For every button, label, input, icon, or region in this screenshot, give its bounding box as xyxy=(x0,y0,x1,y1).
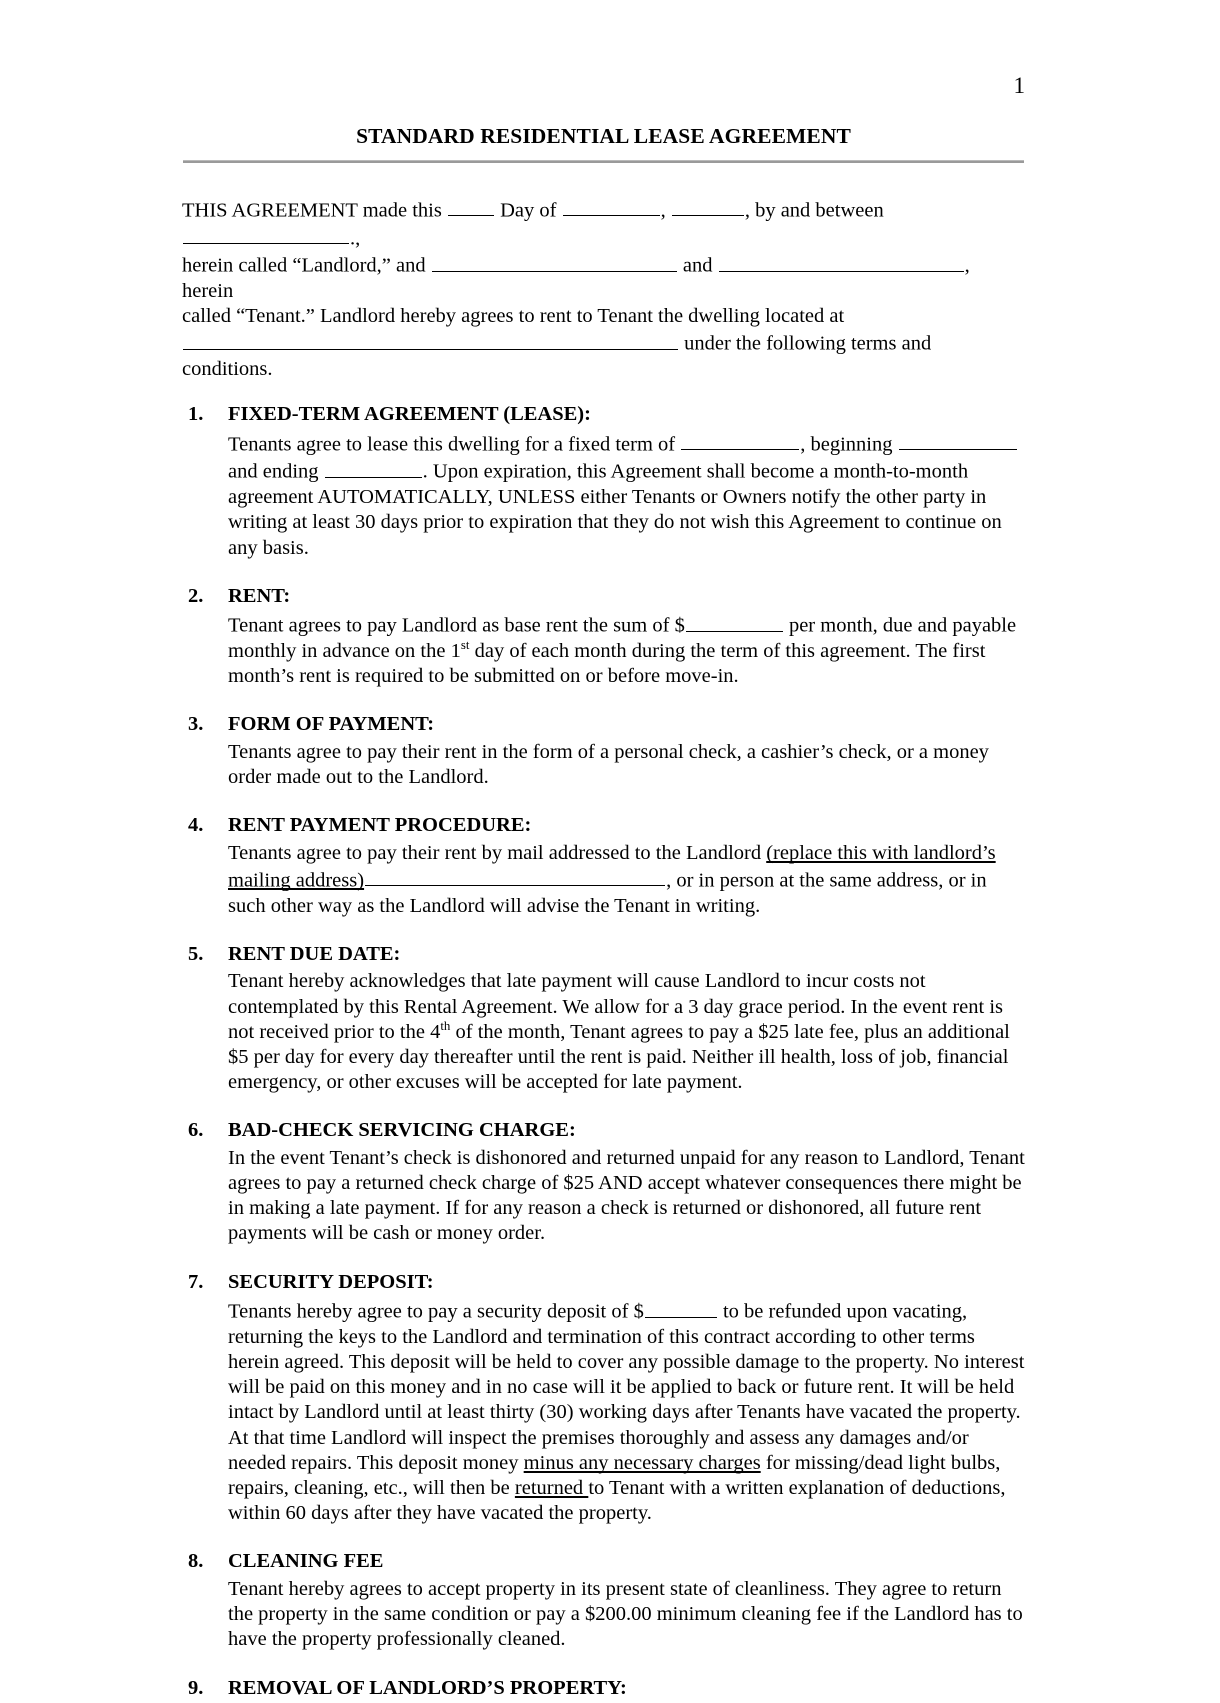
section-heading-text: SECURITY DEPOSIT: xyxy=(228,1270,434,1293)
section-number: 9. xyxy=(188,1676,204,1699)
intro-text-g: and xyxy=(677,254,718,277)
body-text-c: for missing/dead light bulbs, repairs, cleaning, etc., will then be xyxy=(228,1451,1001,1500)
intro-text-h: , herein xyxy=(182,254,970,303)
section-heading xyxy=(182,1270,1025,1296)
body-text-b: per month, due and payable monthly in advance on the 1 xyxy=(228,614,1017,662)
section-number: 7. xyxy=(188,1270,204,1293)
section-body: Tenant hereby agrees to accept property in its present state of cleanliness. They agree to return the property in the same condition or pay a $200.00 minimum cleaning fee if the Landlord has to have the property professionally cleaned. xyxy=(228,1577,1023,1651)
section-body: In the event Tenant’s check is dishonored and returned unpaid for any reason to Landlord, Tenant agrees to pay a returned check charge of $25 AND accept whatever consequences there might be in making a late payment. If for any reason a check is returned or dishonored, all future rent payments will be cash or money order. xyxy=(228,1146,1025,1245)
blank-tenant-two[interactable] xyxy=(719,251,964,271)
blank-term-ending[interactable] xyxy=(325,457,422,477)
section-bad-check-servicing-charge xyxy=(182,1118,1025,1246)
intro-text-f: herein called “Landlord,” and xyxy=(182,254,431,277)
intro-text-c: , xyxy=(660,199,671,222)
body-text-a: Tenant hereby acknowledges that late payment will cause Landlord to incur costs not contemplated by this Rental Agreement. We allow for a 3 day grace period. In the event rent is not received prior to the 4 xyxy=(228,970,1004,1043)
section-body xyxy=(182,430,1025,561)
section-heading-text: FIXED-TERM AGREEMENT (LEASE): xyxy=(228,403,591,426)
page-number: 1 xyxy=(1013,73,1025,98)
section-heading-text: BAD-CHECK SERVICING CHARGE: xyxy=(228,1119,576,1142)
section-heading-text: RENT DUE DATE: xyxy=(228,942,401,965)
intro-text-b: Day of xyxy=(494,199,562,222)
body-text-c: and ending xyxy=(228,460,324,483)
body-text-underlined: (replace this with landlord’s mailing address) xyxy=(228,841,996,892)
body-text-a: Tenants hereby agree to pay a security deposit of $ xyxy=(228,1300,644,1323)
section-heading-text: RENT PAYMENT PROCEDURE: xyxy=(228,814,532,837)
section-heading-text: REMOVAL OF LANDLORD’S PROPERTY: xyxy=(228,1676,627,1699)
document-title: STANDARD RESIDENTIAL LEASE AGREEMENT xyxy=(356,124,851,148)
ordinal-suffix: th xyxy=(440,1017,451,1033)
section-heading xyxy=(182,813,1025,839)
body-text-a: Tenants agree to pay their rent by mail addressed to the Landlord xyxy=(228,841,767,864)
body-text-a: Tenants agree to lease this dwelling for a fixed term of xyxy=(228,433,681,456)
section-heading xyxy=(182,584,1025,610)
blank-security-deposit-amount[interactable] xyxy=(645,1297,717,1317)
body-text-b: , beginning xyxy=(800,433,898,456)
section-number: 6. xyxy=(188,1119,204,1142)
blank-landlord-name[interactable] xyxy=(183,224,349,244)
title-divider xyxy=(183,160,1024,163)
section-number: 5. xyxy=(188,942,204,965)
blank-dwelling-address[interactable] xyxy=(183,329,678,349)
section-number: 3. xyxy=(188,713,204,736)
intro-text-e: ., xyxy=(350,227,361,250)
section-number: 2. xyxy=(188,584,204,607)
section-heading xyxy=(182,1676,1025,1702)
section-body xyxy=(182,611,1025,689)
section-number: 8. xyxy=(188,1550,204,1573)
document-body xyxy=(182,196,1025,1703)
section-heading xyxy=(182,1118,1025,1144)
section-body xyxy=(182,1297,1025,1526)
intro-text-d: , by and between xyxy=(744,199,884,222)
section-heading-text: RENT: xyxy=(228,584,291,607)
intro-paragraph xyxy=(182,196,1025,382)
section-body: Tenants agree to pay their rent in the form of a personal check, a cashier’s check, or a money order made out to the Landlord. xyxy=(228,740,989,789)
section-heading xyxy=(182,1549,1025,1575)
section-heading-text: CLEANING FEE xyxy=(228,1550,384,1573)
blank-base-rent-amount[interactable] xyxy=(686,611,783,631)
intro-text-j: under the following terms and conditions. xyxy=(182,332,932,381)
blank-day[interactable] xyxy=(448,196,494,216)
body-text-b: to be refunded upon vacating, returning the keys to the Landlord and termination of this contract according to other terms herein agreed. This deposit will be held to cover any possible damage to the property. No interest will be paid on this money and in no case will it be applied to back or future rent. It will be held intact by Landlord until at least thirty (30) working days after Tenants have vacated the property. At that time Landlord will inspect the premises thoroughly and assess any damages and/or needed repairs. This deposit money xyxy=(228,1300,1025,1474)
section-number: 1. xyxy=(188,403,204,426)
section-fixed-term-agreement xyxy=(182,402,1025,560)
body-text-b: of the month, Tenant agrees to pay a $25 late fee, plus an additional $5 per day for every day thereafter until the rent is paid. Neither ill health, loss of job, financial emergency, or other excuses will be accepted for late payment. xyxy=(228,1020,1010,1094)
intro-text-i: called “Tenant.” Landlord hereby agrees to rent to Tenant the dwelling located at xyxy=(182,305,845,328)
section-number: 4. xyxy=(188,814,204,837)
section-rent xyxy=(182,584,1025,690)
section-heading xyxy=(182,712,1025,738)
blank-fixed-term[interactable] xyxy=(681,430,799,450)
blank-mailing-address[interactable] xyxy=(365,866,665,886)
section-cleaning-fee xyxy=(182,1549,1025,1652)
section-heading xyxy=(182,942,1025,968)
body-text-d: to Tenant with a written explanation of deductions, within 60 days after they have vacated the property. xyxy=(228,1477,1006,1525)
blank-year[interactable] xyxy=(672,196,744,216)
body-text-underlined: minus any necessary charges xyxy=(523,1451,761,1474)
body-text-a: Tenant agrees to pay Landlord as base rent the sum of $ xyxy=(228,614,685,637)
section-rent-payment-procedure xyxy=(182,813,1025,919)
section-body xyxy=(182,841,1025,919)
section-heading xyxy=(182,402,1025,428)
body-text-b: , or in person at the same address, or in such other way as the Landlord will advise the Tenant in writing. xyxy=(228,869,987,917)
blank-month[interactable] xyxy=(563,196,660,216)
section-rent-due-date xyxy=(182,942,1025,1096)
body-text-c: day of each month during the term of this agreement. The first month’s rent is required to be submitted on or before move-in. xyxy=(228,639,986,688)
ordinal-suffix: st xyxy=(460,637,470,653)
section-removal-of-landlords-property xyxy=(182,1676,1025,1702)
section-form-of-payment xyxy=(182,712,1025,790)
section-security-deposit xyxy=(182,1270,1025,1527)
section-heading-text: FORM OF PAYMENT: xyxy=(228,713,435,736)
body-text-underlined-returned: returned xyxy=(514,1477,589,1500)
section-body xyxy=(182,969,1025,1095)
blank-term-beginning[interactable] xyxy=(899,430,1017,450)
blank-tenant-one[interactable] xyxy=(432,251,677,271)
intro-text-a: THIS AGREEMENT made this xyxy=(182,199,447,222)
body-text-d: . Upon expiration, this Agreement shall become a month-to-month agreement AUTOMATICALLY, UNLESS either Tenants or Owners notify the other party in writing at least 30 days prior to expiration that they do not wish this Agreement to continue on any basis. xyxy=(228,460,1002,559)
